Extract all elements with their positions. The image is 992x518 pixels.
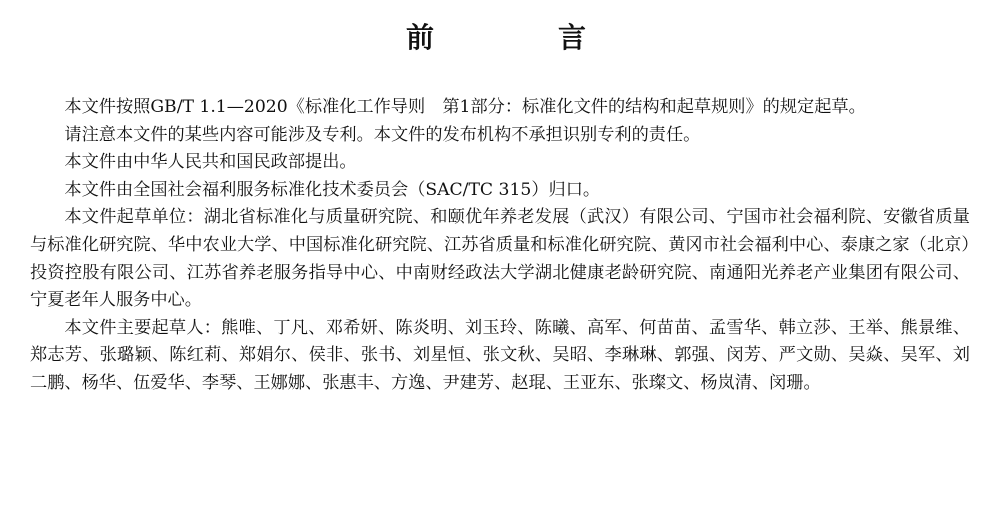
paragraph-proposer: 本文件由中华人民共和国民政部提出。 — [64, 152, 357, 173]
paragraph-drafting-rules: 本文件按照GB/T 1.1—2020《标准化工作导则 第1部分：标准化文件的结构和起草规则》的规定起草。 — [64, 97, 866, 117]
paragraph-patent-notice: 请注意本文件的某些内容可能涉及专利。本文件的发布机构不承担识别专利的责任。 — [64, 124, 701, 145]
paragraph-drafters: 本文件主要起草人：熊唯、丁凡、邓希妍、陈炎明、刘玉玲、陈曦、高军、何苗苗、孟雪华、韩立莎、王举、熊景维、郑志芳、张璐颖、陈红莉、郑娟尔、侯非、张书、刘星恒、张文秋、吴昭、李琳琳、郭强、闵芳、严文勋、吴焱、吴军、刘二鹏、杨华、伍爱华、李琴、王娜娜、张惠丰、方逸、尹建芳、赵琨、王亚东、张璨文、杨岚清、闵珊。 — [30, 317, 970, 393]
page-title: 前 言 — [405, 21, 634, 54]
document-body — [30, 94, 970, 398]
paragraph-committee: 本文件由全国社会福利服务标准化技术委员会（SAC/TC 315）归口。 — [64, 179, 601, 200]
paragraph-drafting-units: 本文件起草单位：湖北省标准化与质量研究院、和颐优年养老发展（武汉）有限公司、宁国市社会福利院、安徽省质量与标准化研究院、华中农业大学、中国标准化研究院、江苏省质量和标准化研究院、黄冈市社会福利中心、泰康之家（北京）投资控股有限公司、江苏省养老服务指导中心、中南财经政法大学湖北健康老龄研究院、南通阳光养老产业集团有限公司、宁夏老年人服务中心。 — [30, 207, 970, 311]
